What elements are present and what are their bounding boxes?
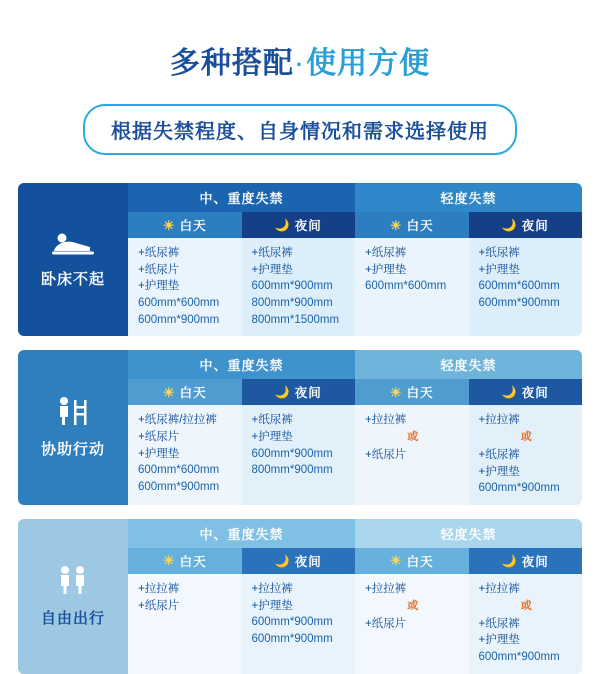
row-columns xyxy=(128,183,582,336)
subheader-day-label: 白天 xyxy=(406,386,434,401)
cell-line: +纸尿裤 xyxy=(138,247,180,259)
title-separator-dot: · xyxy=(295,52,305,78)
group-header-severe: 中、重度失禁 xyxy=(128,519,355,548)
sun-icon: ☀ xyxy=(389,217,403,233)
subcolumns xyxy=(355,379,582,505)
subheader-night xyxy=(242,379,356,405)
cell-line: +护理垫 xyxy=(478,465,520,478)
cell-line: 600mm*900mm xyxy=(138,313,220,326)
subheader-day xyxy=(128,212,242,238)
sun-icon: ☀ xyxy=(389,553,403,569)
cell-line: 600mm*900mm xyxy=(478,650,560,663)
group-header-severe: 中、重度失禁 xyxy=(128,183,355,212)
page-subtitle: 根据失禁程度、自身情况和需求选择使用 xyxy=(83,104,517,155)
subheader-night xyxy=(469,548,583,574)
cell-line: +纸尿裤 xyxy=(478,448,520,461)
subheader-day-label: 白天 xyxy=(406,554,434,569)
cell-line: +纸尿片 xyxy=(365,617,407,630)
bedridden-icon xyxy=(50,230,96,260)
subtitle-container xyxy=(18,104,582,155)
cell-line: 600mm*600mm xyxy=(478,280,560,293)
free-travel-icon xyxy=(50,565,96,599)
row-label-assisted xyxy=(18,350,128,505)
subheader-night-label: 夜间 xyxy=(294,386,322,401)
group-header-severe: 中、重度失禁 xyxy=(128,350,355,379)
cell-line: 600mm*600mm xyxy=(365,280,447,293)
group-severe xyxy=(128,183,355,336)
cell-line: +拉拉裤 xyxy=(251,582,293,595)
page-root xyxy=(0,38,600,674)
cell-free-severe-day xyxy=(128,574,242,674)
table-row xyxy=(18,183,582,336)
cell-line: +纸尿裤 xyxy=(251,247,293,259)
cell-line: +护理垫 xyxy=(478,263,520,276)
sun-icon: ☀ xyxy=(162,217,176,233)
subheader-day xyxy=(355,548,469,574)
group-mild xyxy=(355,519,582,674)
group-mild xyxy=(355,183,582,336)
subheader-day xyxy=(128,548,242,574)
cell-line: 600mm*900mm xyxy=(251,280,333,293)
subheader-night xyxy=(469,212,583,238)
row-label-bedridden xyxy=(18,183,128,336)
row-label-text: 协助行动 xyxy=(40,441,105,459)
row-label-text: 卧床不起 xyxy=(40,271,105,289)
subheader-day-label: 白天 xyxy=(406,219,434,233)
cell-assisted-mild-night xyxy=(469,405,583,505)
row-label-text: 自由出行 xyxy=(40,609,105,627)
cell-free-mild-night xyxy=(469,574,583,674)
cell-or-label: 或 xyxy=(407,599,419,612)
subcol-mild-night xyxy=(469,212,583,336)
subheader-night-label: 夜间 xyxy=(521,219,549,233)
page-title-part2: 使用方便 xyxy=(306,47,431,80)
subcol-mild-day xyxy=(355,379,469,505)
cell-bedridden-mild-day xyxy=(355,238,469,336)
cell-line: +拉拉裤 xyxy=(365,414,407,427)
subcolumns xyxy=(355,548,582,674)
cell-line: 600mm*900mm xyxy=(251,447,333,460)
row-label-free-travel xyxy=(18,519,128,674)
cell-bedridden-mild-night xyxy=(469,238,583,336)
subcol-severe-night xyxy=(242,548,356,674)
group-severe xyxy=(128,519,355,674)
cell-line: +护理垫 xyxy=(365,263,407,276)
sun-icon: ☀ xyxy=(389,384,403,400)
subcol-mild-day xyxy=(355,212,469,336)
cell-assisted-severe-night xyxy=(242,405,356,505)
subcol-mild-night xyxy=(469,379,583,505)
cell-line: 600mm*900mm xyxy=(138,481,220,494)
subcol-severe-night xyxy=(242,212,356,336)
table-row xyxy=(18,350,582,505)
cell-line: 600mm*600mm xyxy=(138,297,220,310)
moon-icon: 🌙 xyxy=(274,553,291,568)
subcol-mild-day xyxy=(355,548,469,674)
cell-line: 800mm*900mm xyxy=(251,464,333,477)
cell-bedridden-severe-day xyxy=(128,238,242,336)
cell-line: +纸尿裤/拉拉裤 xyxy=(138,414,217,427)
subheader-night-label: 夜间 xyxy=(521,554,549,569)
cell-line: +纸尿片 xyxy=(365,448,407,461)
subcolumns xyxy=(128,212,355,336)
subheader-night-label: 夜间 xyxy=(294,554,322,569)
subheader-day-label: 白天 xyxy=(179,386,207,401)
moon-icon: 🌙 xyxy=(501,218,518,232)
subheader-day xyxy=(128,379,242,405)
subheader-day-label: 白天 xyxy=(179,554,207,569)
subheader-night-label: 夜间 xyxy=(294,219,322,233)
group-severe xyxy=(128,350,355,505)
cell-free-mild-day xyxy=(355,574,469,674)
cell-line: 600mm*900mm xyxy=(478,297,560,310)
group-header-mild: 轻度失禁 xyxy=(355,350,582,379)
cell-line: +纸尿片 xyxy=(138,431,180,444)
subcolumns xyxy=(355,212,582,336)
cell-line: +纸尿裤 xyxy=(365,247,407,259)
cell-line: 600mm*900mm xyxy=(478,482,560,495)
cell-assisted-mild-day xyxy=(355,405,469,505)
cell-line: +纸尿片 xyxy=(138,599,180,612)
moon-icon: 🌙 xyxy=(501,553,518,568)
subcolumns xyxy=(128,379,355,505)
cell-or-label: 或 xyxy=(520,431,532,444)
cell-bedridden-severe-night xyxy=(242,238,356,336)
page-title-part1: 多种搭配 xyxy=(169,47,294,80)
cell-line: +纸尿片 xyxy=(138,263,180,276)
moon-icon: 🌙 xyxy=(274,385,291,400)
moon-icon: 🌙 xyxy=(501,385,518,400)
cell-line: +护理垫 xyxy=(138,447,180,460)
group-header-mild: 轻度失禁 xyxy=(355,183,582,212)
cell-line: 600mm*900mm xyxy=(251,633,333,645)
cell-line: +护理垫 xyxy=(478,634,520,647)
cell-line: +拉拉裤 xyxy=(478,414,520,427)
cell-line: +护理垫 xyxy=(251,599,293,612)
subcol-severe-day xyxy=(128,548,242,674)
cell-free-severe-night xyxy=(242,574,356,674)
cell-or-label: 或 xyxy=(407,431,419,444)
row-columns xyxy=(128,519,582,674)
cell-line: +护理垫 xyxy=(251,263,293,276)
cell-line: +纸尿裤 xyxy=(478,617,520,630)
subcol-mild-night xyxy=(469,548,583,674)
cell-line: +纸尿裤 xyxy=(251,414,293,427)
subcol-severe-day xyxy=(128,379,242,505)
cell-line: 600mm*600mm xyxy=(138,464,220,477)
page-title xyxy=(18,38,582,82)
subheader-day-label: 白天 xyxy=(179,219,207,233)
cell-assisted-severe-day xyxy=(128,405,242,505)
cell-line: 800mm*900mm xyxy=(251,297,333,310)
cell-line: +纸尿裤 xyxy=(478,247,520,259)
sun-icon: ☀ xyxy=(162,384,176,400)
group-header-mild: 轻度失禁 xyxy=(355,519,582,548)
table-row xyxy=(18,519,582,674)
cell-line: +拉拉裤 xyxy=(138,582,180,595)
group-mild xyxy=(355,350,582,505)
cell-line: +护理垫 xyxy=(138,280,180,293)
subcolumns xyxy=(128,548,355,674)
subheader-day xyxy=(355,379,469,405)
subcol-severe-day xyxy=(128,212,242,336)
subcol-severe-night xyxy=(242,379,356,505)
cell-line: 600mm*900mm xyxy=(251,616,333,629)
moon-icon: 🌙 xyxy=(274,218,291,232)
cell-line: +拉拉裤 xyxy=(365,582,407,595)
assisted-mobility-icon xyxy=(50,396,96,430)
sun-icon: ☀ xyxy=(162,553,176,569)
cell-line: +护理垫 xyxy=(251,431,293,444)
subheader-night-label: 夜间 xyxy=(521,386,549,401)
row-columns xyxy=(128,350,582,505)
cell-or-label: 或 xyxy=(520,599,532,612)
subheader-night xyxy=(469,379,583,405)
subheader-night xyxy=(242,212,356,238)
subheader-day xyxy=(355,212,469,238)
cell-line: +拉拉裤 xyxy=(478,582,520,595)
subheader-night xyxy=(242,548,356,574)
cell-line: 800mm*1500mm xyxy=(251,313,340,326)
